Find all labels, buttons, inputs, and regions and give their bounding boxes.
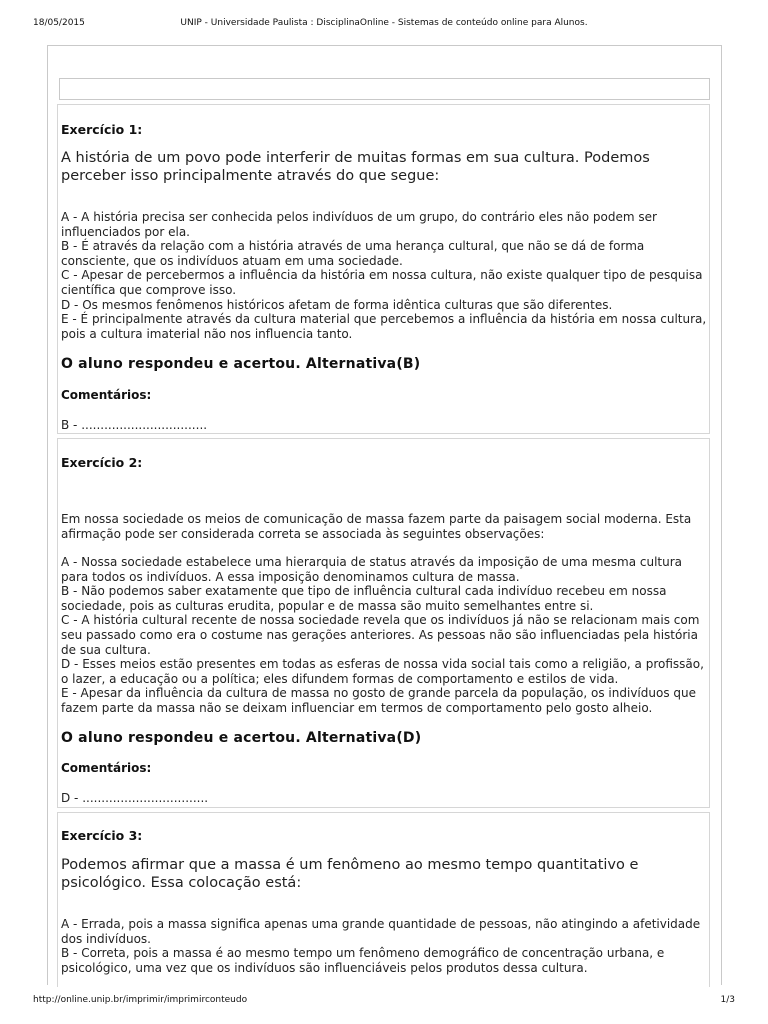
comments-label: Comentários: — [61, 761, 152, 775]
answer-result: O aluno respondeu e acertou. Alternativa(D) — [61, 730, 422, 746]
alternative-a: A - Nossa sociedade estabelece uma hierarquia de status através da imposição de uma mesma cultura para todos os indivíduos. A essa imposição denominamos cultura de massa. — [61, 555, 683, 584]
print-footer — [0, 995, 768, 1009]
empty-top-box — [59, 78, 710, 100]
exercise-2 — [57, 438, 710, 808]
alternative-d: D - Os mesmos fenômenos históricos afetam de forma idêntica culturas que são diferentes. — [61, 297, 613, 312]
exercise-title: Exercício 2: — [61, 455, 143, 470]
alternative-c: C - Apesar de percebermos a influência da história em nossa cultura, não existe qualquer tipo de pesquisa científica que comprove isso. — [61, 268, 703, 297]
comments-text: B - ................................. — [61, 418, 208, 432]
print-header — [0, 18, 768, 32]
alternative-b: B - Não podemos saber exatamente que tipo de influência cultural cada indivíduo recebeu em nossa sociedade, pois as culturas erudita, popular e de massa são muito semelhantes entre si. — [61, 584, 667, 613]
alternatives-list — [61, 555, 711, 716]
exercise-title: Exercício 3: — [61, 828, 143, 843]
exercise-question: A história de um povo pode interferir de muitas formas em sua cultura. Podemos perceber isso principalmente através do que segue: — [61, 150, 650, 184]
answer-result: O aluno respondeu e acertou. Alternativa(B) — [61, 356, 421, 372]
alternative-c: C - A história cultural recente de nossa sociedade revela que os indivíduos já não se relacionam mais com seu passado como era o costume nas gerações anteriores. As pessoas não são influenciadas pela história de sua cultura. — [61, 613, 700, 657]
alternative-e: E - Apesar da influência da cultura de massa no gosto de grande parcela da população, os indivíduos que fazem parte da massa não se deixam influenciar em termos de comportamento pelo gosto alheio. — [61, 686, 696, 715]
alternative-b: B - Correta, pois a massa é ao mesmo tempo um fenômeno demográfico de concentração urbana, e psicológico, uma vez que os indivíduos são influenciáveis pelos produtos dessa cultura. — [61, 946, 665, 975]
print-date: 18/05/2015 — [33, 18, 85, 28]
alternative-e: E - É principalmente através da cultura material que percebemos a influência da história em nossa cultura, pois a cultura imaterial não nos influencia tanto. — [61, 312, 707, 341]
print-url[interactable]: http://online.unip.br/imprimir/imprimirconteudo — [33, 995, 248, 1005]
exercise-title: Exercício 1: — [61, 122, 143, 137]
exercise-3 — [57, 812, 710, 987]
alternative-a: A - A história precisa ser conhecida pelos indivíduos de um grupo, do contrário eles não podem ser influenciados por ela. — [61, 210, 657, 239]
print-title: UNIP - Universidade Paulista : DisciplinaOnline - Sistemas de conteúdo online para Alunos. — [180, 18, 588, 28]
exercise-question: Podemos afirmar que a massa é um fenômeno ao mesmo tempo quantitativo e psicológico. Essa colocação está: — [61, 857, 639, 891]
comments-label: Comentários: — [61, 388, 152, 402]
alternatives-list — [61, 210, 711, 341]
exercise-1 — [57, 104, 710, 434]
alternative-b: B - É através da relação com a história através de uma herança cultural, que não se dá de forma consciente, que os indivíduos atuam em uma sociedade. — [61, 239, 645, 268]
comments-text: D - ................................. — [61, 791, 209, 805]
exercise-intro: Em nossa sociedade os meios de comunicação de massa fazem parte da paisagem social moderna. Esta afirmação pode ser considerada correta se associada às seguintes observações: — [61, 512, 692, 541]
alternatives-list — [61, 917, 711, 975]
alternative-a: A - Errada, pois a massa significa apenas uma grande quantidade de pessoas, não atingindo a afetividade dos indivíduos. — [61, 917, 701, 946]
alternative-d: D - Esses meios estão presentes em todas as esferas de nossa vida social tais como a religião, a profissão, o lazer, a educação ou a política; eles difundem formas de comportamento e estilos de vida. — [61, 657, 704, 686]
page-number: 1/3 — [720, 995, 735, 1005]
